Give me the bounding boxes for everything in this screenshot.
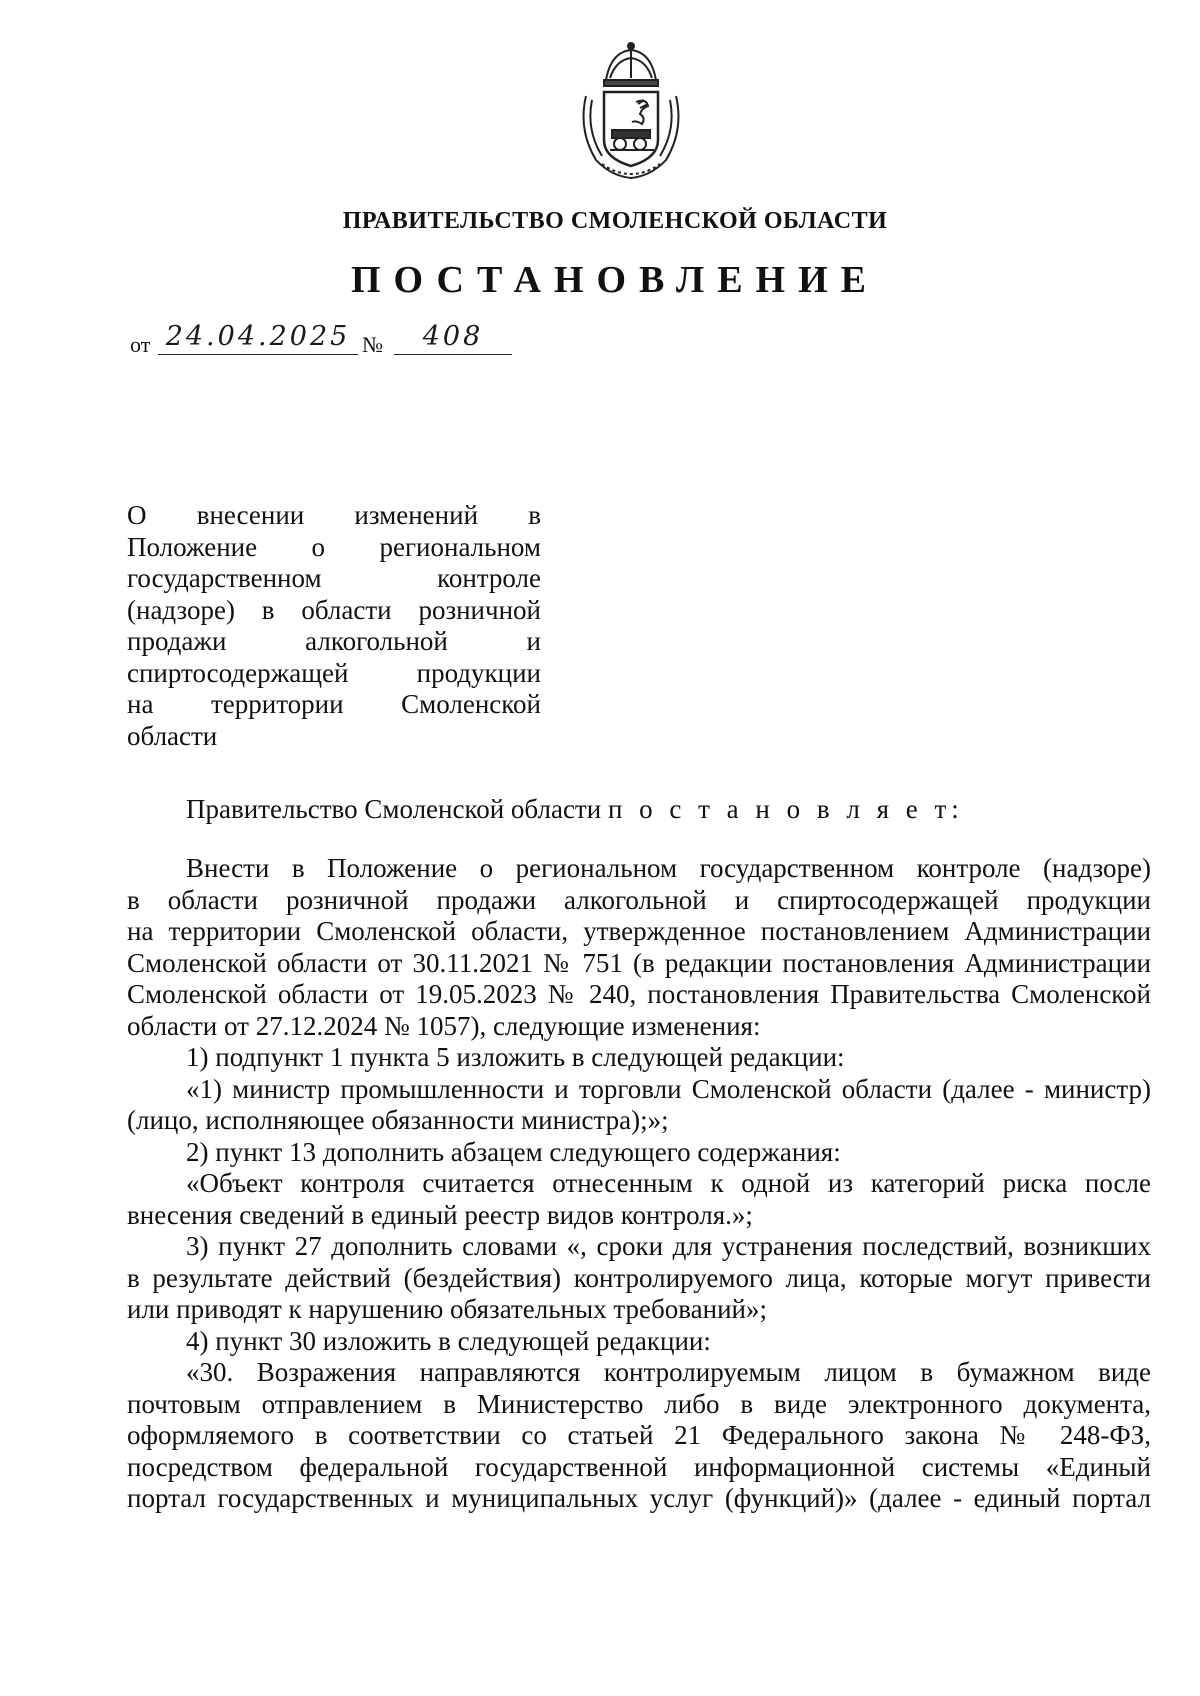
body-line: Смоленской области от 19.05.2023 № 240, постановления Правительства Смоленской <box>127 979 1151 1009</box>
number-label: № <box>362 332 383 357</box>
preamble-text: Правительство Смоленской области <box>186 794 602 824</box>
subject-line: области <box>127 720 218 751</box>
document-body <box>127 853 1151 1515</box>
body-line: Внести в Положение о региональном государственном контроле (надзоре) <box>186 853 1151 883</box>
handwritten-number: 408 <box>394 322 512 355</box>
body-line: внесения сведений в единый реестр видов контроля.»; <box>127 1199 753 1230</box>
subject-line: Положение о региональном <box>127 531 541 562</box>
preamble <box>186 794 964 825</box>
body-line: посредством федеральной государственной информационной системы «Единый <box>127 1451 1151 1482</box>
subject-heading <box>127 500 541 752</box>
body-line: Смоленской области от 30.11.2021 № 751 (в редакции постановления Администрации <box>127 947 1151 978</box>
body-line: «1) министр промышленности и торговли Смоленской области (далее - министр) <box>186 1073 1151 1104</box>
subject-line: (надзоре) в области розничной <box>127 594 541 625</box>
document-type-title: ПОСТАНОВЛЕНИЕ <box>350 259 880 301</box>
coat-of-arms-icon <box>576 40 686 182</box>
body-line: 3) пункт 27 дополнить словами «, сроки для устранения последствий, возникших <box>186 1231 1151 1261</box>
body-line: 2) пункт 13 дополнить абзацем следующего содержания: <box>186 1136 841 1167</box>
subject-line: спиртосодержащей продукции <box>127 657 541 688</box>
body-line: в области розничной продажи алкогольной и спиртосодержащей продукции <box>127 884 1151 915</box>
date-label: от <box>130 332 151 357</box>
subject-line: государственном контроле <box>127 563 541 593</box>
body-line: или приводят к нарушению обязательных требований»; <box>127 1294 767 1324</box>
body-line: на территории Смоленской области, утвержденное постановлением Администрации <box>127 916 1151 946</box>
subject-line: продажи алкогольной и <box>127 626 541 656</box>
body-line: оформляемого в соответствии со статьей 21 Федерального закона № 248-ФЗ, <box>127 1420 1151 1450</box>
body-line: в результате действий (бездействия) контролируемого лица, которые могут привести <box>127 1262 1151 1293</box>
body-line: 1) подпункт 1 пункта 5 изложить в следующей редакции: <box>186 1042 845 1072</box>
body-line: «Объект контроля считается отнесенным к одной из категорий риска после <box>186 1168 1151 1198</box>
organization-title: ПРАВИТЕЛЬСТВО СМОЛЕНСКОЙ ОБЛАСТИ <box>342 208 888 234</box>
subject-line: на территории Смоленской <box>127 689 541 719</box>
body-line: 4) пункт 30 изложить в следующей редакции: <box>186 1325 711 1356</box>
preamble-verb: п о с т а н о в л я е т: <box>607 794 964 824</box>
subject-line: О внесении изменений в <box>127 500 541 530</box>
body-line: почтовым отправлением в Министерство либо в виде электронного документа, <box>127 1388 1151 1419</box>
handwritten-date: 24.04.2025 <box>158 322 358 355</box>
body-line: (лицо, исполняющее обязанности министра);»; <box>127 1105 669 1135</box>
body-line: «30. Возражения направляются контролируемым лицом в бумажном виде <box>186 1357 1151 1387</box>
body-line: портал государственных и муниципальных услуг (функций)» (далее - единый портал <box>127 1483 1151 1513</box>
body-line: области от 27.12.2024 № 1057), следующие изменения: <box>127 1010 761 1041</box>
